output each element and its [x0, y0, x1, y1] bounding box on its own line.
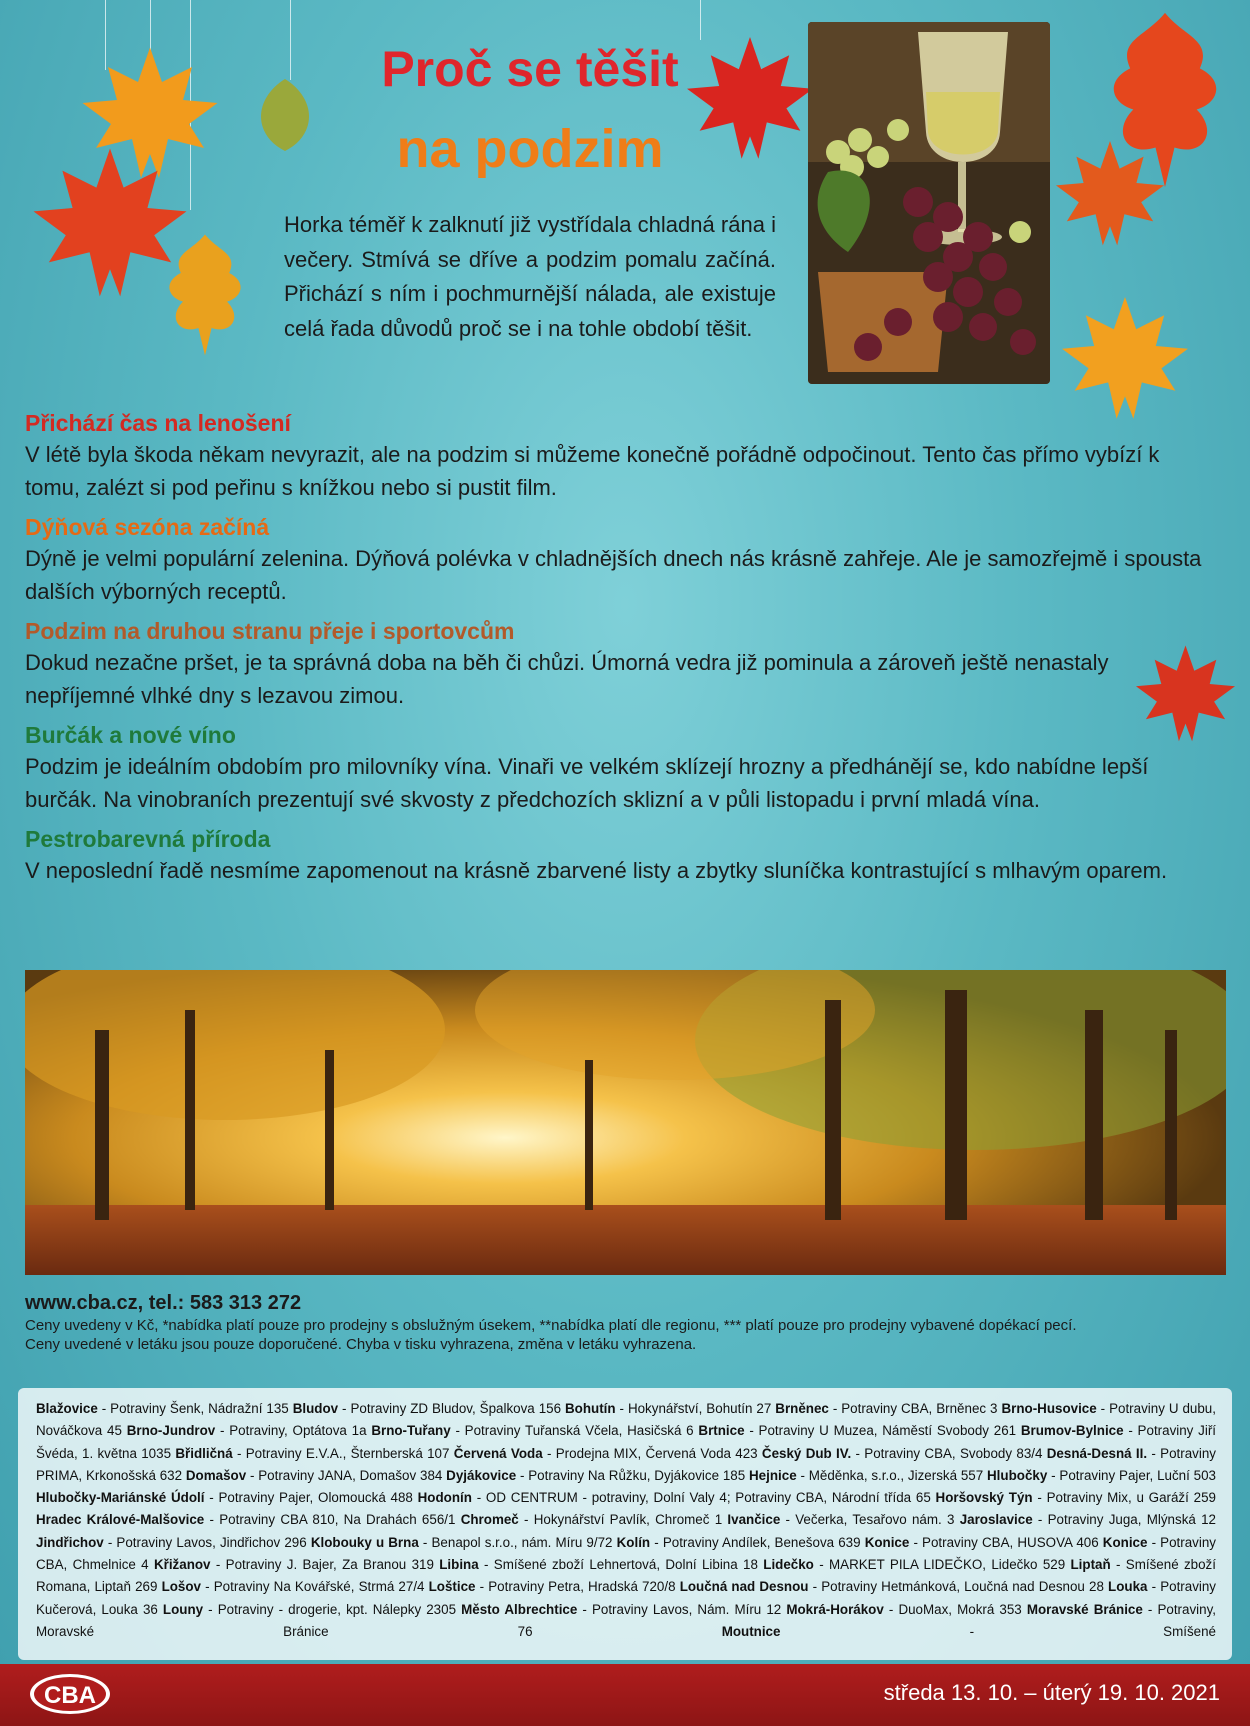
store-town: Bohutín	[565, 1401, 616, 1416]
store-town: Brno-Husovice	[1001, 1401, 1097, 1416]
leaf-icon	[245, 75, 325, 155]
store-detail: - Potraviny, Moravské Bránice 76	[36, 1601, 1216, 1639]
store-detail: - Potraviny CBA, Chmelnice 4	[36, 1534, 1216, 1573]
store-town: Křižanov	[153, 1557, 211, 1573]
section-heading: Přichází čas na lenošení	[25, 410, 291, 436]
footer-info	[25, 1290, 1225, 1354]
store-town: Horšovský Týn	[935, 1490, 1033, 1506]
cba-logo	[28, 1672, 112, 1716]
store-town: Dyjákovice	[446, 1467, 517, 1483]
section-pumpkin	[25, 512, 1215, 608]
store-detail: - Potraviny Pajer, Luční 503	[1047, 1467, 1216, 1483]
store-town: Brumov-Bylnice	[1020, 1423, 1124, 1439]
store-detail: - Potraviny Juga, Mlýnská 12	[1032, 1512, 1216, 1528]
store-town: Břidličná	[175, 1445, 233, 1461]
store-town: Bludov	[292, 1401, 339, 1416]
store-detail: - Potraviny JANA, Domašov 384	[246, 1467, 447, 1483]
store-town: Hodonín	[417, 1490, 472, 1506]
grape-wine-photo	[808, 22, 1050, 384]
store-town: Jindřichov	[36, 1534, 104, 1550]
store-detail: - Potraviny Lavos, Jindřichov 296	[103, 1534, 311, 1550]
store-town: Klobouky u Brna	[310, 1534, 419, 1550]
store-town: Jaroslavice	[959, 1512, 1033, 1528]
store-detail: - Potraviny, Optátova 1a	[215, 1423, 372, 1439]
page-title: Proč se těšit	[381, 41, 679, 97]
store-detail: - Potraviny Petra, Hradská 720/8	[475, 1579, 680, 1595]
store-detail: - MARKET PILA LIDEČKO, Lidečko 529	[813, 1557, 1071, 1573]
store-detail: - Potraviny PRIMA, Krkonošská 632	[36, 1445, 1216, 1483]
store-detail: - Potraviny Andílek, Benešova 639	[650, 1534, 865, 1550]
store-town: Hradec Králové-Malšovice	[36, 1512, 205, 1528]
store-town: Konice	[864, 1534, 910, 1550]
store-town: Louka	[1108, 1579, 1148, 1595]
store-town: Město Albrechtice	[461, 1601, 578, 1617]
section-wine	[25, 720, 1215, 816]
store-town: Loučná nad Desnou	[679, 1579, 809, 1595]
section-heading: Burčák a nové víno	[25, 722, 236, 748]
store-detail: - Prodejna MIX, Červená Voda 423	[542, 1445, 762, 1461]
store-list	[36, 1398, 1216, 1643]
store-detail: - Potraviny CBA 810, Na Drahách 656/1	[204, 1512, 461, 1528]
store-town: Louny	[162, 1601, 204, 1617]
store-detail: - Potraviny Na Růžku, Dyjákovice 185	[516, 1467, 750, 1483]
section-text: Podzim je ideálním obdobím pro milovníky vína. Vinaři ve velkém sklízejí hrozny a předhánějí se, kdo nabídne lepší burčák. Na vinobraních prezentují své skvosty z předchozích sklizní a v půli listopadu i první mladá vína.	[25, 754, 1149, 812]
store-town: Brno-Tuřany	[371, 1423, 451, 1439]
store-town: Desná-Desná II.	[1046, 1445, 1148, 1461]
store-town: Loštice	[428, 1579, 476, 1595]
store-detail: - Potraviny Pajer, Olomoucká 488	[204, 1490, 418, 1506]
store-detail: - Potraviny CBA, Svobody 83/4	[851, 1445, 1047, 1461]
price-note: Ceny uvedeny v Kč, *nabídka platí pouze pro prodejny s obslužným úsekem, **nabídka platí dle regionu, *** platí pouze pro prodejny vybavené dopékací pecí.	[25, 1317, 1077, 1334]
store-town: Hejnice	[749, 1467, 797, 1483]
section-heading: Dýňová sezóna začíná	[25, 514, 270, 540]
store-detail: - Potraviny Šenk, Nádražní 135	[97, 1401, 293, 1416]
store-detail: - Smíšené zboží Lehnertová, Dolní Libina 18	[478, 1557, 764, 1573]
store-detail: - Potraviny Mix, u Garáží 259	[1032, 1490, 1216, 1506]
section-text: Dýně je velmi populární zelenina. Dýňová polévka v chladnějších dnech nás krásně zahřeje. Ale je samozřejmě i spousta dalších výborných receptů.	[25, 546, 1202, 604]
store-town: Liptaň	[1070, 1557, 1111, 1573]
store-detail: - Hokynářství, Bohutín 27	[615, 1401, 776, 1416]
store-town: Moutnice	[721, 1623, 781, 1639]
store-town: Domašov	[185, 1467, 247, 1483]
store-town: Brněnec	[775, 1401, 829, 1416]
section-text: V létě byla škoda někam nevyrazit, ale na podzim si můžeme konečně pořádně odpočinout. Tento čas přímo vybízí k tomu, zalézt si pod peřinu s knížkou nebo si pustit film.	[25, 442, 1160, 500]
article-sections	[25, 408, 1215, 895]
store-detail: - Potraviny Lavos, Nám. Míru 12	[577, 1601, 787, 1617]
store-town: Hlubočky-Mariánské Údolí	[36, 1490, 205, 1506]
validity-dates: středa 13. 10. – úterý 19. 10. 2021	[883, 1680, 1220, 1705]
maple-leaf-icon	[1050, 130, 1170, 260]
section-sport	[25, 616, 1215, 712]
store-town: Hlubočky	[987, 1467, 1048, 1483]
store-detail: - Potraviny U dubu, Nováčkova 45	[36, 1401, 1216, 1439]
store-town: Konice	[1102, 1534, 1148, 1550]
store-town: Lidečko	[763, 1557, 814, 1573]
section-nature	[25, 824, 1215, 887]
store-detail: - Potraviny E.V.A., Šternberská 107	[232, 1445, 454, 1461]
store-detail: - Potraviny Jiří Švéda, 1. května 1035	[36, 1423, 1216, 1461]
store-detail: - Potraviny Tuřanská Včela, Hasičská 6	[450, 1423, 699, 1439]
section-lazing	[25, 408, 1215, 504]
store-town: Blažovice	[36, 1401, 98, 1416]
store-town: Červená Voda	[453, 1445, 543, 1461]
store-town: Kolín	[616, 1534, 651, 1550]
store-town: Brno-Jundrov	[126, 1423, 216, 1439]
store-detail: - Potraviny CBA, HUSOVA 406	[909, 1534, 1103, 1550]
leaf-string	[290, 0, 291, 80]
logo-text: CBA	[44, 1682, 96, 1709]
store-detail: - Smíšené zboží Romana, Liptaň 269	[36, 1557, 1216, 1595]
store-town: Český Dub IV.	[761, 1445, 852, 1461]
store-detail: - Potraviny - drogerie, kpt. Nálepky 2305	[203, 1601, 462, 1617]
store-detail: - Potraviny CBA, Brněnec 3	[828, 1401, 1002, 1416]
section-heading: Podzim na druhou stranu přeje i sportovcům	[25, 618, 515, 644]
store-detail: - Měděnka, s.r.o., Jizerská 557	[796, 1467, 988, 1483]
section-text: V neposlední řadě nesmíme zapomenout na krásně zbarvené listy a zbytky sluníčka kontrastující s mlhavým oparem.	[25, 858, 1168, 883]
store-detail: - Potraviny Hetmánková, Loučná nad Desnou 28	[808, 1579, 1109, 1595]
store-town: Moravské Bránice	[1026, 1601, 1143, 1617]
store-town: Ivančice	[727, 1512, 781, 1528]
autumn-forest-photo	[25, 970, 1226, 1275]
intro-paragraph: Horka téměř k zalknutí již vystřídala chladná rána i večery. Stmívá se dříve a podzim pomalu začíná. Přichází s ním i pochmurnější nálada, ale existuje celá řada důvodů proč se i na tohle období těšit.	[284, 212, 776, 341]
oak-leaf-icon	[150, 225, 260, 365]
store-detail: - DuoMax, Mokrá 353	[883, 1601, 1027, 1617]
store-town: Brtnice	[698, 1423, 745, 1439]
store-detail: - Potraviny ZD Bludov, Špalkova 156	[338, 1401, 565, 1416]
store-detail: - Potraviny U Muzea, Náměstí Svobody 261	[744, 1423, 1021, 1439]
section-heading: Pestrobarevná příroda	[25, 826, 271, 852]
store-detail: - Hokynářství Pavlík, Chromeč 1	[518, 1512, 728, 1528]
store-town: Chromeč	[460, 1512, 519, 1528]
store-detail: - Potraviny Na Kovářské, Strmá 27/4	[201, 1579, 429, 1595]
store-town: Mokrá-Horákov	[786, 1601, 884, 1617]
store-detail: - OD CENTRUM - potraviny, Dolní Valy 4; Potraviny CBA, Národní třída 65	[471, 1490, 936, 1506]
disclaimer-note: Ceny uvedené v letáku jsou pouze doporučené. Chyba v tisku vyhrazena, změna v letáku vyhrazena.	[25, 1336, 697, 1353]
store-detail: - Potraviny Kučerová, Louka 36	[36, 1579, 1217, 1617]
store-detail: - Večerka, Tesařovo nám. 3	[780, 1512, 960, 1528]
store-detail: - Benapol s.r.o., nám. Míru 9/72	[418, 1534, 617, 1550]
store-detail: - Potraviny J. Bajer, Za Branou 319	[210, 1557, 440, 1573]
contact-line: www.cba.cz, tel.: 583 313 272	[25, 1292, 302, 1314]
store-town: Libina	[439, 1557, 479, 1573]
store-town: Lošov	[161, 1579, 201, 1595]
section-text: Dokud nezačne pršet, je ta správná doba na běh či chůzi. Úmorná vedra již pominula a zároveň ještě nenastaly nepříjemné vlhké dny s lezavou zimou.	[25, 650, 1109, 708]
page-subtitle: na podzim	[396, 119, 664, 179]
store-detail: - Smíšené	[780, 1623, 1216, 1639]
